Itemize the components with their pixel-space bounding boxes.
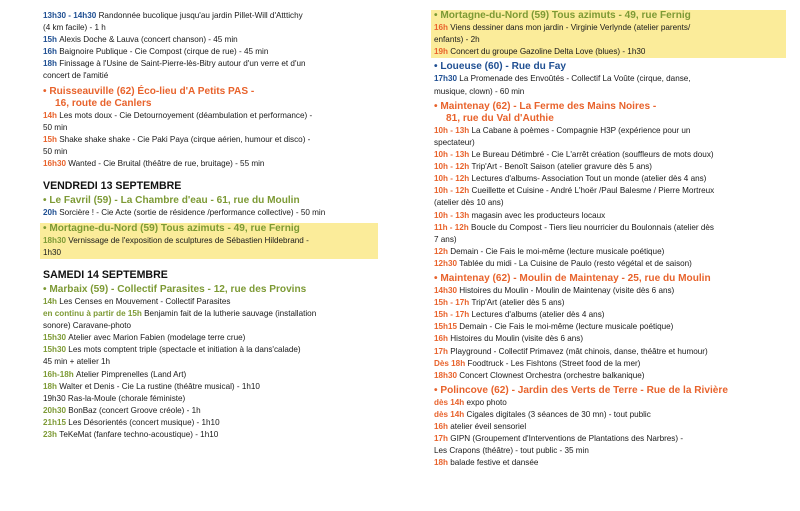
event-time: 12h xyxy=(434,246,451,256)
event-description: 1h30 xyxy=(43,247,62,257)
event-list xyxy=(43,235,378,259)
event-line xyxy=(43,122,378,134)
event-line xyxy=(434,149,786,161)
event-description: Walter et Denis - Cie La rustine (théâtre musical) - 1h10 xyxy=(59,381,260,391)
event-description: magasin avec les producteurs locaux xyxy=(471,210,606,220)
event-line xyxy=(434,445,786,457)
event-time: 16h-18h xyxy=(43,369,76,379)
event-description: Finissage à l'Usine de Saint-Pierre-lès-Bitry autour d'un verre et d'un xyxy=(59,59,306,69)
event-time: 10h - 13h xyxy=(434,210,472,220)
event-line xyxy=(43,417,378,429)
event-description: BonBaz (concert Groove créole) - 1h xyxy=(68,405,201,415)
event-line xyxy=(434,397,786,409)
event-line xyxy=(43,110,378,122)
event-line xyxy=(431,22,786,34)
event-line xyxy=(434,137,786,149)
event-time: Dès 18h xyxy=(434,358,468,368)
event-description: Playground - Collectif Primavez (mât chinois, danse, théâtre et humour) xyxy=(450,346,708,356)
day-heading-friday: VENDREDI 13 SEPTEMBRE xyxy=(43,180,182,193)
event-line xyxy=(434,197,786,209)
event-line xyxy=(43,332,378,344)
event-description: sonore) Caravane-photo xyxy=(43,321,132,331)
event-time: 14h30 xyxy=(434,286,460,296)
event-line xyxy=(434,73,786,85)
venue-title: • Maintenay (62) - Moulin de Maintenay - 25, rue du Moulin xyxy=(434,272,711,284)
event-description: Vernissage de l'exposition de sculptures de Sébastien Hildebrand - xyxy=(68,235,309,245)
event-description: musique, clown) - 60 min xyxy=(434,86,525,96)
event-description: Histoires du Moulin (visite dès 6 ans) xyxy=(450,334,584,344)
venue-le-favril xyxy=(43,195,378,219)
event-description: Sorcière ! - Cie Acte (sortie de résidence /performance collective) - 50 min xyxy=(59,208,326,218)
event-line xyxy=(434,409,786,421)
venue-title: • Loueuse (60) - Rue du Fay xyxy=(434,61,566,73)
venue-marbaix xyxy=(43,284,378,441)
event-time: 10h - 13h xyxy=(434,150,472,160)
event-list xyxy=(43,110,378,170)
venue-mortagne-friday xyxy=(43,223,378,259)
event-description: Atelier Pimprenelles (Land Art) xyxy=(75,369,187,379)
event-line xyxy=(43,58,378,70)
event-description: Les Désorientés (concert musique) - 1h10 xyxy=(68,417,220,427)
event-line xyxy=(434,210,786,222)
event-description: balade festive et dansée xyxy=(450,458,539,468)
event-line xyxy=(434,309,786,321)
event-description: La Promenade des Envoûtés - Collectif La Voûte (cirque, danse, xyxy=(459,74,691,84)
event-time: 23h xyxy=(43,430,60,439)
event-description: Les Crapons (théâtre) - tout public - 35 min xyxy=(434,446,589,456)
event-description: Le Bureau Détimbré - Cie L'arrêt création (souffleurs de mots doux) xyxy=(471,150,714,160)
event-line xyxy=(431,34,786,46)
event-description: expo photo xyxy=(466,397,507,407)
event-time: 18h30 xyxy=(43,235,69,245)
event-list xyxy=(434,73,786,97)
event-time: 17h xyxy=(434,434,451,444)
event-time: 17h30 xyxy=(434,74,460,84)
event-time: 16h xyxy=(434,422,451,432)
event-description: spectateur) xyxy=(434,137,475,147)
venue-polincove xyxy=(434,385,786,470)
event-list xyxy=(43,296,378,441)
event-line xyxy=(43,381,378,393)
event-list xyxy=(43,207,378,219)
event-line xyxy=(434,457,786,469)
event-time: 15h xyxy=(43,134,60,144)
event-description: atelier éveil sensoriel xyxy=(450,422,527,432)
event-line xyxy=(43,429,378,441)
venue-loueuse xyxy=(434,61,786,97)
event-time: 15h30 xyxy=(43,345,69,355)
event-time: 14h xyxy=(43,296,60,306)
event-description: Randonnée bucolique jusqu'au jardin Pillet-Will d'Atttichy xyxy=(98,11,303,20)
event-line xyxy=(434,433,786,445)
event-list xyxy=(434,125,786,270)
venue-title: • Mortagne-du-Nord (59) Tous azimuts - 49, rue Fernig xyxy=(40,223,378,235)
event-line xyxy=(43,308,378,320)
event-description: concert de l'amitié xyxy=(43,71,109,81)
event-description: Demain - Cie Fais le moi-même (lecture musicale poétique) xyxy=(459,322,674,332)
event-time: 21h15 xyxy=(43,417,69,427)
event-description: enfants) - 2h xyxy=(434,35,480,45)
event-list xyxy=(434,397,786,470)
event-line xyxy=(434,161,786,173)
event-description: Atelier avec Marion Fabien (modelage terre crue) xyxy=(68,333,246,343)
event-description: Concert Clownest Orchestra (orchestre balkanique) xyxy=(459,370,645,380)
event-line xyxy=(43,405,378,417)
event-description: La Cabane à poèmes - Compagnie H3P (expérience pour un xyxy=(471,125,691,135)
venue-title: • Le Favril (59) - La Chambre d'eau - 61, rue du Moulin xyxy=(43,195,300,207)
event-line xyxy=(434,86,786,98)
venue-ruisseauville xyxy=(43,86,378,171)
event-line xyxy=(434,185,786,197)
event-line xyxy=(40,235,378,247)
event-description: 50 min xyxy=(43,147,68,157)
event-description: Benjamin fait de la lutherie sauvage (installation xyxy=(144,309,317,319)
event-line xyxy=(43,356,378,368)
event-line xyxy=(43,158,378,170)
event-description: GIPN (Groupement d'Interventions de Plantations des Narbres) - xyxy=(450,434,684,444)
event-description: (4 km facile) - 1 h xyxy=(43,23,106,33)
event-description: 19h30 Ras-la-Moule (chorale féministe) xyxy=(43,393,186,403)
event-description: TeKeMat (fanfare techno-acoustique) - 1h10 xyxy=(59,430,219,439)
event-line xyxy=(434,173,786,185)
event-time: 15h xyxy=(43,35,60,45)
event-line xyxy=(434,234,786,246)
event-time: 15h - 17h xyxy=(434,310,472,320)
event-time: 20h30 xyxy=(43,405,69,415)
event-line xyxy=(43,22,378,34)
event-description: Lectures d'albums (atelier dès 4 ans) xyxy=(471,310,605,320)
event-line xyxy=(434,358,786,370)
intro-events xyxy=(43,10,378,83)
event-line xyxy=(434,321,786,333)
event-line xyxy=(434,333,786,345)
event-line xyxy=(434,246,786,258)
event-line xyxy=(434,346,786,358)
event-time: 16h xyxy=(434,23,451,33)
right-column xyxy=(434,10,786,469)
event-line xyxy=(434,258,786,270)
venue-mortagne-saturday xyxy=(434,10,786,58)
day-heading-saturday: SAMEDI 14 SEPTEMBRE xyxy=(43,268,168,281)
event-time: 12h30 xyxy=(434,258,460,268)
venue-maintenay-moulin xyxy=(434,273,786,382)
event-line xyxy=(43,369,378,381)
event-time: 14h xyxy=(43,110,60,120)
event-description: Wanted - Cie Bruital (théâtre de rue, bruitage) - 55 min xyxy=(68,159,265,169)
event-time: 20h xyxy=(43,208,60,218)
event-description: Cueillette et Cuisine - André L'hoër /Paul Balesme / Pierre Mortreux xyxy=(471,186,715,196)
event-description: 50 min xyxy=(43,122,68,132)
event-list xyxy=(434,285,786,382)
venue-title: • Marbaix (59) - Collectif Parasites - 12, rue des Provins xyxy=(43,283,307,295)
event-line xyxy=(43,393,378,405)
event-time: 16h30 xyxy=(43,159,69,169)
event-line xyxy=(43,46,378,58)
event-time: dès 14h xyxy=(434,410,467,419)
event-description: Baignoire Publique - Cie Compost (cirque de rue) - 45 min xyxy=(59,47,269,57)
event-line xyxy=(434,125,786,137)
event-time: 10h - 13h xyxy=(434,125,472,135)
event-line xyxy=(43,10,378,22)
event-time: 15h15 xyxy=(434,322,460,332)
venue-address: 16, route de Canlers xyxy=(55,97,152,109)
event-time: 16h xyxy=(43,47,60,57)
event-description: Les Censes en Mouvement - Collectif Parasites xyxy=(59,296,231,306)
event-description: Les mots doux - Cie Detournoyement (déambulation et performance) - xyxy=(59,110,313,120)
event-description: Histoires du Moulin - Moulin de Maintenay (visite dès 6 ans) xyxy=(459,286,675,296)
event-description: Foodtruck - Les Fishtons (Street food de la mer) xyxy=(467,358,641,368)
event-time: 10h - 12h xyxy=(434,186,472,196)
venue-title: • Mortagne-du-Nord (59) Tous azimuts - 49, rue Fernig xyxy=(431,10,786,22)
event-description: (atelier dès 10 ans) xyxy=(434,198,504,208)
event-line xyxy=(434,285,786,297)
event-description: Viens dessiner dans mon jardin - Virginie Verlynde (atelier parents/ xyxy=(450,23,691,33)
venue-title: • Ruisseauville (62) Éco-lieu d'A Petits PAS - xyxy=(43,85,255,97)
event-description: Trip'Art (atelier dès 5 ans) xyxy=(471,298,565,308)
venue-maintenay-ferme xyxy=(434,101,786,270)
event-line xyxy=(434,222,786,234)
event-line xyxy=(43,207,378,219)
event-line xyxy=(43,344,378,356)
event-time: 13h30 - 14h30 xyxy=(43,11,99,20)
event-line xyxy=(43,34,378,46)
event-time: 18h xyxy=(43,381,60,391)
event-description: 7 ans) xyxy=(434,234,457,244)
event-time: 17h xyxy=(434,346,451,356)
event-description: Cigales digitales (3 séances de 30 mn) - tout public xyxy=(466,410,651,419)
event-line xyxy=(434,370,786,382)
event-time: 10h - 12h xyxy=(434,162,472,172)
event-time: en continu à partir de 15h xyxy=(43,309,145,319)
event-description: Tablée du midi - La Cuisine de Paulo (resto végétal et de saison) xyxy=(459,258,692,268)
event-time: 10h - 12h xyxy=(434,174,472,184)
event-description: Demain - Cie Fais le moi-même (lecture musicale poétique) xyxy=(450,246,665,256)
event-line xyxy=(434,421,786,433)
event-description: Les mots comptent triple (spectacle et initiation à la dans'calade) xyxy=(68,345,301,355)
event-description: Concert du groupe Gazoline Delta Love (blues) - 1h30 xyxy=(450,47,646,57)
event-line xyxy=(43,146,378,158)
event-time: 18h xyxy=(434,458,451,468)
event-time: 15h30 xyxy=(43,333,69,343)
event-time: 18h30 xyxy=(434,370,460,380)
event-description: Trip'Art - Benoît Saison (atelier gravure dès 5 ans) xyxy=(471,162,653,172)
event-time: 11h - 12h xyxy=(434,222,472,232)
event-time: 16h xyxy=(434,334,451,344)
event-line xyxy=(43,134,378,146)
event-time: dès 14h xyxy=(434,397,467,407)
event-line xyxy=(40,247,378,259)
event-time: 19h xyxy=(434,47,451,57)
venue-title: • Maintenay (62) - La Ferme des Mains Noires - xyxy=(434,100,657,112)
event-list xyxy=(434,22,786,58)
event-line xyxy=(43,296,378,308)
left-column xyxy=(43,10,378,441)
event-line xyxy=(434,297,786,309)
event-time: 18h xyxy=(43,59,60,69)
event-description: Alexis Doche & Lauva (concert chanson) - 45 min xyxy=(59,35,238,45)
event-description: 45 min + atelier 1h xyxy=(43,357,111,367)
event-description: Boucle du Compost - Tiers lieu nourricier du Boulonnais (atelier dès xyxy=(471,222,714,232)
venue-address: 81, rue du Val d'Authie xyxy=(446,112,554,124)
event-description: Shake shake shake - Cie Paki Paya (cirque aérien, humour et disco) - xyxy=(59,134,311,144)
venue-title: • Polincove (62) - Jardin des Verts de Terre - Rue de la Rivière xyxy=(434,384,728,396)
event-line xyxy=(431,46,786,58)
event-line xyxy=(43,70,378,82)
event-line xyxy=(43,320,378,332)
event-time: 15h - 17h xyxy=(434,298,472,308)
event-description: Lectures d'albums- Association Tout un monde (atelier dès 4 ans) xyxy=(471,174,707,184)
